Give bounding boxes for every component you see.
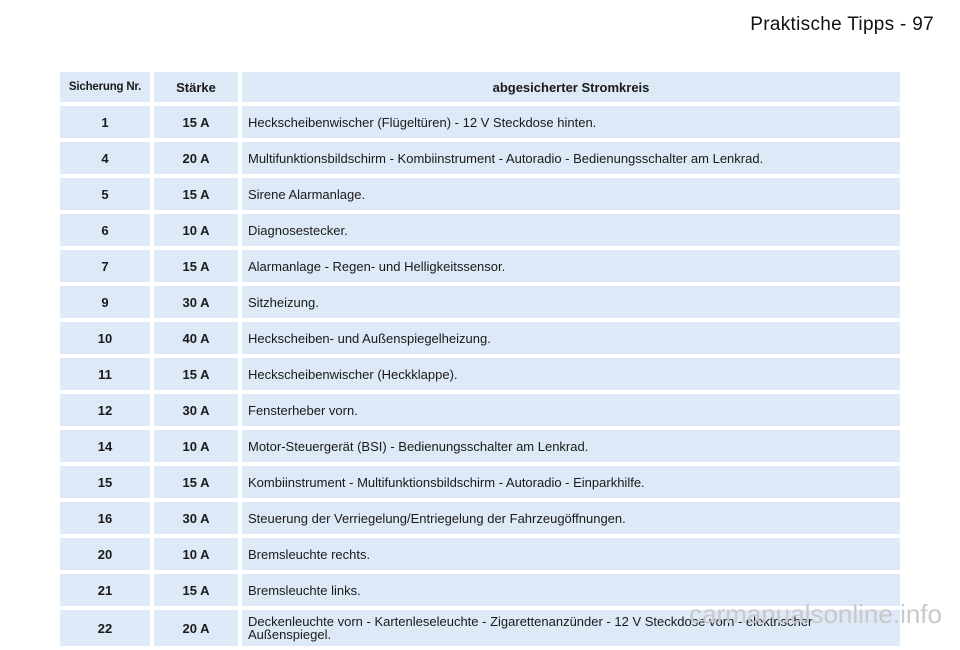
table-row [60,466,900,498]
fuse-number-cell: 14 [60,430,150,462]
circuit-cell: Bremsleuchte links. [242,574,900,606]
amperage-cell: 20 A [154,610,238,646]
column-header-fuse-number: Sicherung Nr. [60,72,150,102]
fuse-number-cell: 21 [60,574,150,606]
circuit-cell: Deckenleuchte vorn - Kartenleseleuchte - Zigarettenanzünder - 12 V Steckdose vorn - elektrischer Außenspiegel. [242,610,900,646]
amperage-cell: 30 A [154,286,238,318]
amperage-cell: 10 A [154,538,238,570]
fuse-table [56,68,904,650]
table-row [60,322,900,354]
amperage-cell: 15 A [154,358,238,390]
circuit-cell: Heckscheibenwischer (Flügeltüren) - 12 V Steckdose hinten. [242,106,900,138]
amperage-cell: 40 A [154,322,238,354]
table-row [60,538,900,570]
table-row [60,430,900,462]
amperage-cell: 15 A [154,178,238,210]
circuit-cell: Heckscheibenwischer (Heckklappe). [242,358,900,390]
table-header-row [60,72,900,102]
table-row [60,142,900,174]
amperage-cell: 30 A [154,502,238,534]
amperage-cell: 10 A [154,214,238,246]
table-row [60,286,900,318]
fuse-number-cell: 12 [60,394,150,426]
circuit-cell: Diagnosestecker. [242,214,900,246]
table-row [60,178,900,210]
table-row [60,358,900,390]
amperage-cell: 15 A [154,574,238,606]
fuse-number-cell: 20 [60,538,150,570]
table-row [60,250,900,282]
amperage-cell: 20 A [154,142,238,174]
circuit-cell: Kombiinstrument - Multifunktionsbildschirm - Autoradio - Einparkhilfe. [242,466,900,498]
circuit-cell: Multifunktionsbildschirm - Kombiinstrument - Autoradio - Bedienungsschalter am Lenkrad. [242,142,900,174]
circuit-cell: Motor-Steuergerät (BSI) - Bedienungsschalter am Lenkrad. [242,430,900,462]
fuse-number-cell: 11 [60,358,150,390]
table-row [60,214,900,246]
page-title: Praktische Tipps - 97 [750,14,934,35]
amperage-cell: 15 A [154,466,238,498]
circuit-cell: Sitzheizung. [242,286,900,318]
fuse-number-cell: 6 [60,214,150,246]
circuit-cell: Alarmanlage - Regen- und Helligkeitssensor. [242,250,900,282]
amperage-cell: 15 A [154,106,238,138]
table-row [60,106,900,138]
fuse-number-cell: 22 [60,610,150,646]
fuse-number-cell: 9 [60,286,150,318]
fuse-number-cell: 16 [60,502,150,534]
table-row [60,502,900,534]
fuse-number-cell: 5 [60,178,150,210]
column-header-amperage: Stärke [154,72,238,102]
fuse-number-cell: 4 [60,142,150,174]
table-row [60,394,900,426]
watermark: carmanualsonline.info [689,599,942,629]
amperage-cell: 30 A [154,394,238,426]
circuit-cell: Sirene Alarmanlage. [242,178,900,210]
fuse-number-cell: 15 [60,466,150,498]
amperage-cell: 10 A [154,430,238,462]
circuit-cell: Steuerung der Verriegelung/Entriegelung der Fahrzeugöffnungen. [242,502,900,534]
amperage-cell: 15 A [154,250,238,282]
column-header-circuit: abgesicherter Stromkreis [242,72,900,102]
circuit-cell: Fensterheber vorn. [242,394,900,426]
circuit-cell: Heckscheiben- und Außenspiegelheizung. [242,322,900,354]
circuit-cell: Bremsleuchte rechts. [242,538,900,570]
fuse-number-cell: 1 [60,106,150,138]
fuse-number-cell: 10 [60,322,150,354]
fuse-number-cell: 7 [60,250,150,282]
